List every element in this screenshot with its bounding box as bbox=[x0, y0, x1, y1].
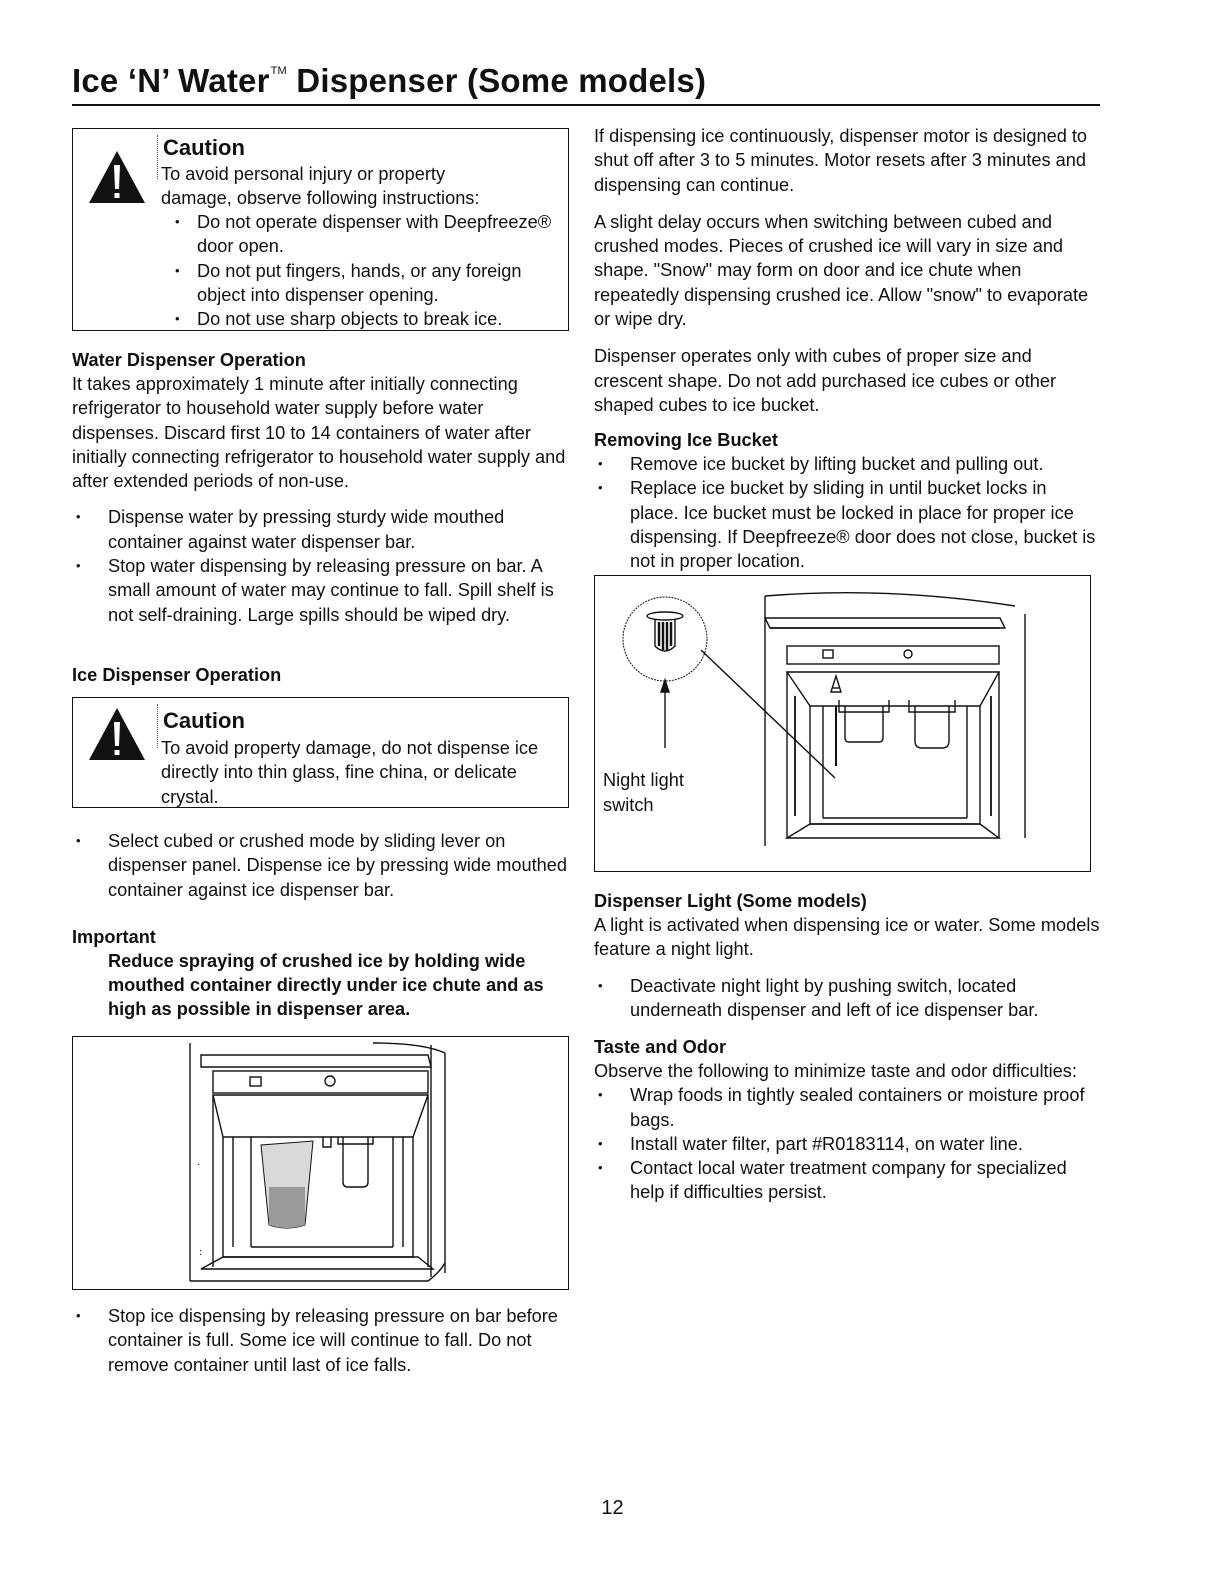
caution-heading: Caution bbox=[163, 708, 245, 733]
list-item: • Deactivate night light by pushing switch, located underneath dispenser and left of ice dispenser bar. bbox=[594, 974, 1100, 1023]
list-item: • Select cubed or crushed mode by sliding lever on dispenser panel. Dispense ice by pressing wide mouthed container against ice dispenser bar. bbox=[72, 829, 567, 902]
list-item: • Contact local water treatment company for specialized help if difficulties persist. bbox=[594, 1156, 1100, 1205]
page-number: 12 bbox=[601, 1497, 624, 1519]
page-title: Ice ‘N’ Water™ Dispenser (Some models) bbox=[72, 62, 707, 99]
night-light-label: switch bbox=[603, 795, 654, 815]
stop-ice-bullet bbox=[72, 1304, 567, 1377]
list-item: • Stop ice dispensing by releasing pressure on bar before container is full. Some ice will continue to fall. Do not remove container until last of ice falls. bbox=[72, 1304, 567, 1377]
bullet-list bbox=[594, 1083, 1100, 1204]
caution-heading: Caution bbox=[163, 135, 245, 160]
icon-divider bbox=[157, 704, 159, 748]
ice-select-bullet bbox=[72, 829, 567, 902]
list-item: • Remove ice bucket by lifting bucket and pulling out. bbox=[594, 452, 1100, 476]
caution-bullets bbox=[171, 210, 563, 331]
water-dispenser-section bbox=[72, 348, 567, 627]
paragraph: A slight delay occurs when switching between cubed and crushed modes. Pieces of crushed ice will vary in size and shape. "Snow" may form on door and ice chute when repeatedly dispensing crushed ice. Allow "snow" to evaporate or wipe dry. bbox=[594, 211, 1089, 330]
section-body: A light is activated when dispensing ice or water. Some models feature a night light. bbox=[594, 915, 1100, 960]
list-item: • Wrap foods in tightly sealed containers or moisture proof bags. bbox=[594, 1083, 1100, 1132]
list-item: • Replace ice bucket by sliding in until bucket locks in place. Ice bucket must be locked in place for proper ice dispensing. If Deepfreeze® door does not close, bucket is not in proper location. bbox=[594, 476, 1100, 573]
section-heading: Taste and Odor bbox=[594, 1037, 727, 1057]
list-item: • Do not put fingers, hands, or any foreign object into dispenser opening. bbox=[171, 259, 563, 308]
section-body: It takes approximately 1 minute after initially connecting refrigerator to household water supply before water dispenses. Discard first 10 to 14 containers of water after initially connecting refrigerator to household water supply and after extended periods of non-use. bbox=[72, 374, 566, 492]
bullet-list bbox=[594, 974, 1100, 1023]
dispenser-cup-illustration bbox=[73, 1037, 568, 1289]
paragraph: If dispensing ice continuously, dispenser motor is designed to shut off after 3 to 5 minutes. Motor resets after 3 minutes and dispensing can continue. bbox=[594, 126, 1088, 195]
right-intro bbox=[594, 124, 1100, 417]
caution-intro bbox=[161, 162, 561, 211]
svg-text::: : bbox=[199, 1247, 203, 1258]
icon-divider bbox=[157, 135, 159, 179]
warning-triangle-icon bbox=[87, 149, 147, 205]
bullet-list bbox=[594, 452, 1100, 573]
section-heading: Removing Ice Bucket bbox=[594, 430, 778, 450]
paragraph: Dispenser operates only with cubes of proper size and crescent shape. Do not add purchased ice cubes or other shaped cubes to ice bucket. bbox=[594, 346, 1057, 415]
night-light-label: Night light bbox=[603, 770, 684, 790]
list-item: • Stop water dispensing by releasing pressure on bar. A small amount of water may continue to fall. Spill shelf is not self-draining. Large spills should be wiped dry. bbox=[72, 554, 567, 627]
caution-intro-line: damage, observe following instructions: bbox=[161, 188, 480, 209]
taste-odor-section bbox=[594, 1035, 1100, 1205]
section-body: Observe the following to minimize taste and odor difficulties: bbox=[594, 1061, 1077, 1081]
night-light-figure bbox=[594, 575, 1091, 872]
list-item: • Do not use sharp objects to break ice. bbox=[171, 307, 563, 331]
list-item: • Dispense water by pressing sturdy wide mouthed container against water dispenser bar. bbox=[72, 505, 567, 554]
important-body: Reduce spraying of crushed ice by holding wide mouthed container directly under ice chute and as high as possible in dispenser area. bbox=[108, 951, 544, 1019]
important-heading: Important bbox=[72, 927, 156, 947]
section-heading: Water Dispenser Operation bbox=[72, 350, 306, 370]
section-heading-ice: Ice Dispenser Operation bbox=[72, 665, 282, 685]
removing-ice-bucket-section bbox=[594, 428, 1100, 573]
warning-triangle-icon bbox=[87, 706, 147, 762]
list-item: • Do not operate dispenser with Deepfreeze® door open. bbox=[171, 210, 563, 259]
night-light-illustration bbox=[595, 576, 1090, 871]
important-note bbox=[72, 925, 572, 1021]
caution-intro-line: To avoid personal injury or property bbox=[161, 164, 446, 184]
section-heading: Dispenser Light (Some models) bbox=[594, 891, 867, 911]
caution-box-property bbox=[72, 697, 569, 808]
svg-text:.: . bbox=[197, 1157, 201, 1168]
caution-body: To avoid property damage, do not dispense ice directly into thin glass, fine china, or delicate crystal. bbox=[161, 738, 539, 807]
list-item: • Install water filter, part #R0183114, on water line. bbox=[594, 1132, 1100, 1156]
title-rule bbox=[72, 104, 1100, 106]
caution-box-injury bbox=[72, 128, 569, 331]
dispenser-cup-figure bbox=[72, 1036, 569, 1290]
dispenser-light-section bbox=[594, 889, 1100, 1022]
bullet-list bbox=[72, 505, 567, 626]
